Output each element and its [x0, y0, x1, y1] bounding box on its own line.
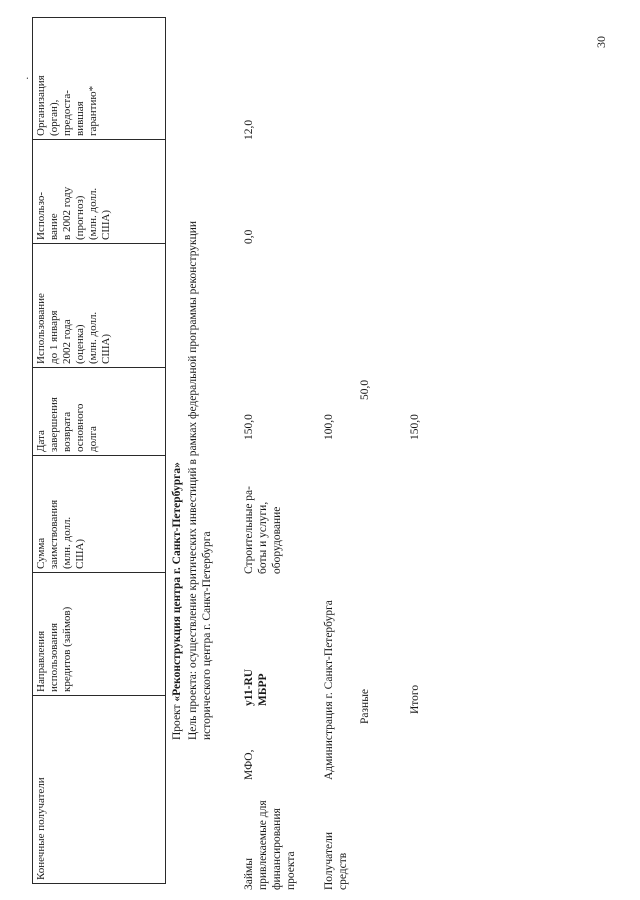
header-row [33, 18, 166, 884]
header-cell-repayment-date: Дата завершения возврата основного долга [33, 368, 166, 456]
header-table [32, 17, 166, 884]
project-goal: Цель проекта: осуществление критических инвестиций в рамках федеральной программы реконструкции исторического центра г. Санкт-Петербурга [187, 220, 213, 740]
header-cell-amount: Сумма заимствования (млн. долл. США) [33, 456, 166, 573]
loans-code: у11-RU МБРР [243, 668, 269, 706]
project-title-prefix: Проект [171, 701, 183, 740]
project-title-name: «Реконструкция центра г. Санкт-Петербурга» [171, 462, 183, 702]
header-cell-recipients: Конечные получатели [33, 696, 166, 884]
recipients-misc-name: Разные [359, 688, 371, 724]
loans-amount: 150,0 [243, 414, 255, 440]
loans-usage-before: 0,0 [243, 229, 255, 244]
header-cell-usage-2002: Использо- вание в 2002 году (прогноз) (млн. долл. США) [33, 140, 166, 244]
total-amount: 150,0 [409, 414, 421, 440]
recipients-admin-amount: 100,0 [323, 414, 335, 440]
header-cell-usage-before-2002: Использование до 1 января 2002 года (оценка) (млн. долл. США) [33, 244, 166, 368]
loans-direction: Строительные ра- боты и услуги, оборудование [243, 486, 283, 574]
recipients-admin-name: Администрация г. Санкт-Петербурга [323, 600, 335, 780]
loans-usage-2002: 12,0 [243, 119, 255, 140]
project-title [170, 462, 184, 740]
total-label: Итого [409, 684, 421, 714]
loans-label: Займы привлекаемые для финансирования проекта [243, 800, 297, 890]
recipients-label: Получатели средств [323, 831, 349, 890]
recipients-misc-amount: 50,0 [359, 379, 371, 400]
corner-mark: · [22, 76, 34, 80]
header-cell-directions: Направления использования кредитов (займов) [33, 573, 166, 696]
header-cell-guarantor: Организация (орган), предоста- вившая гарантию* [33, 18, 166, 140]
loans-org: МФО, [243, 749, 255, 780]
page-number: 30 [594, 36, 608, 48]
